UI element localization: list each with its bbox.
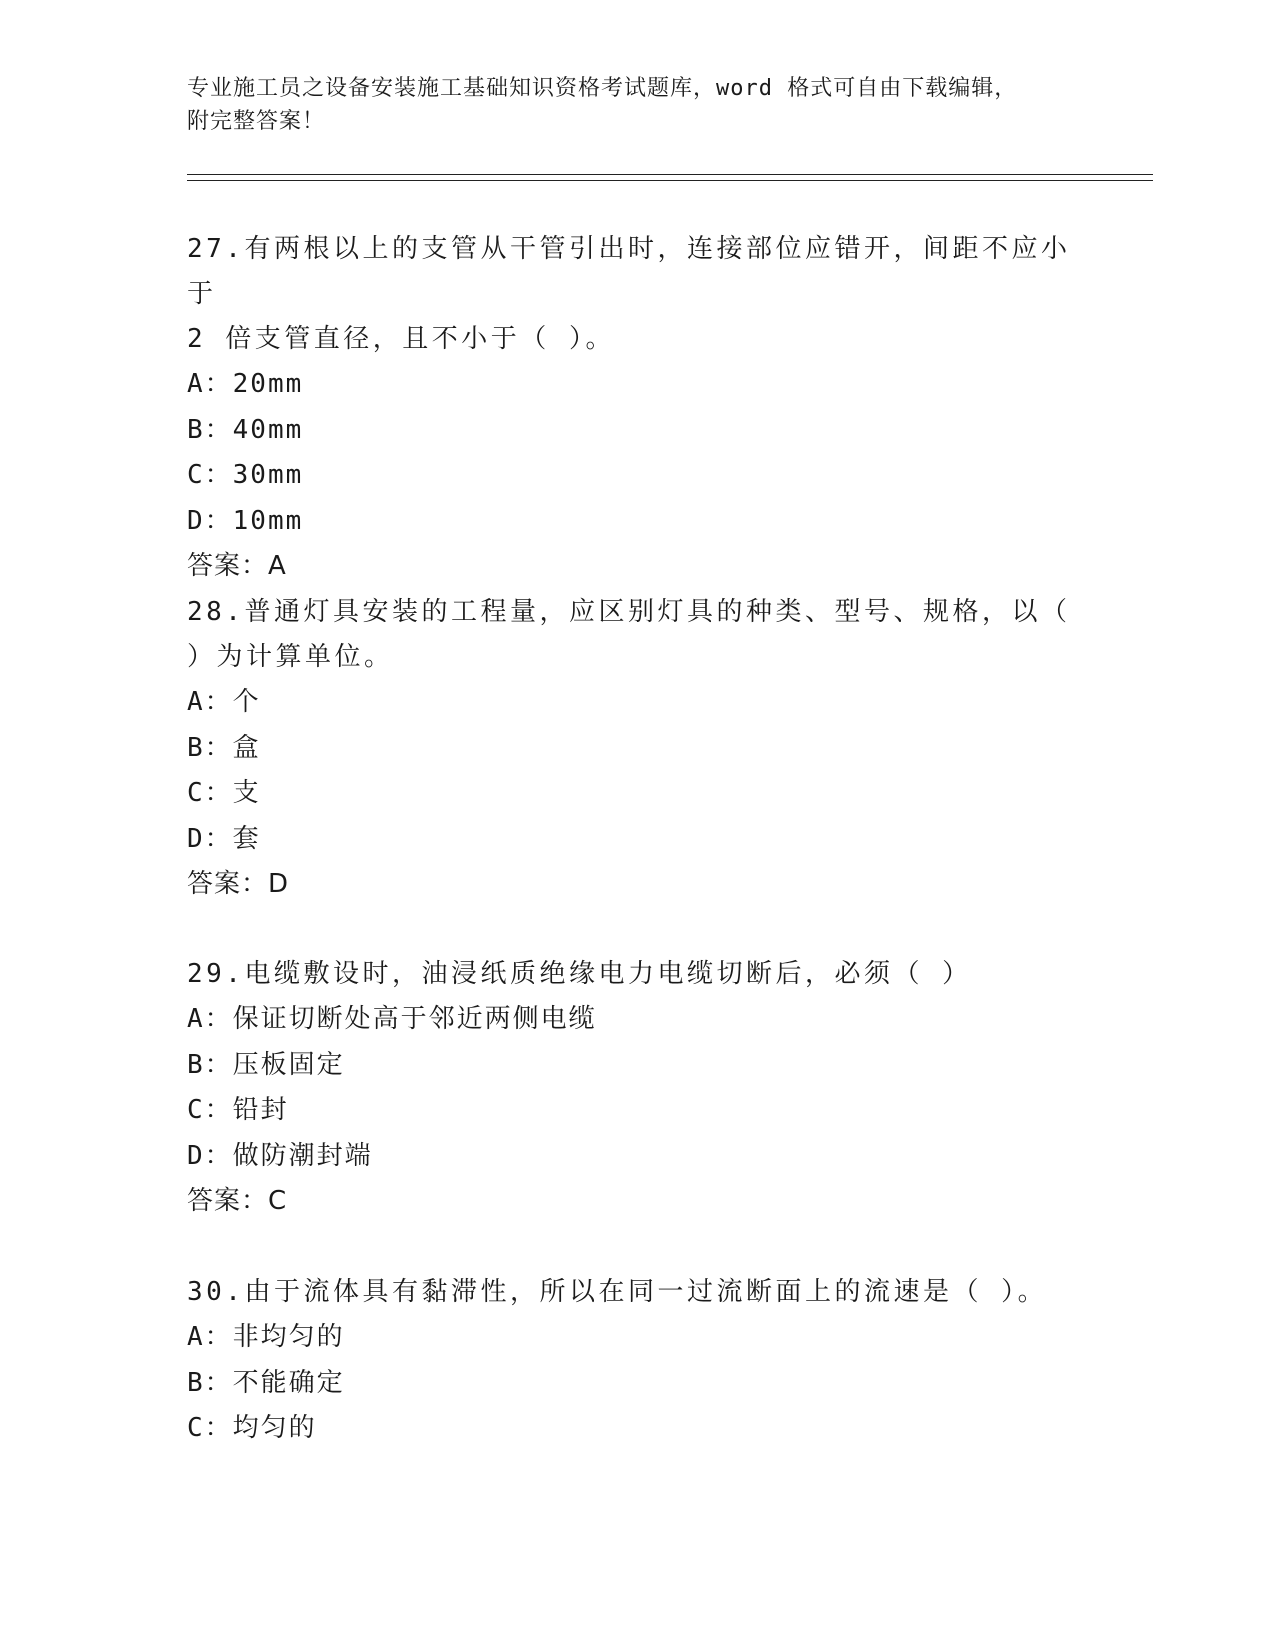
option-a: A：保证切断处高于邻近两侧电缆 [187,1004,597,1034]
option-d: D：做防潮封端 [187,1140,373,1171]
answer-line: 答案：A [187,551,287,581]
option-a: A：20mm [187,369,304,399]
header-line-1: 专业施工员之设备安装施工基础知识资格考试题库，word 格式可自由下载编辑， [187,76,1018,101]
question-stem-line: 29.电缆敷设时，油浸纸质绝缘电力电缆切断后，必须（ ） [187,959,972,989]
question-stem-line: ）为计算单位。 [187,642,394,672]
question-27 [187,227,1087,590]
option-b: B：盒 [187,732,261,763]
question-30 [187,1270,1087,1452]
option-d: D：套 [187,823,261,854]
option-b: B：压板固定 [187,1049,345,1080]
option-d: D：10mm [187,505,304,536]
question-stem-line: 30.由于流体具有黏滞性，所以在同一过流断面上的流速是（ ）。 [187,1277,1048,1307]
option-a: A：非均匀的 [187,1322,345,1352]
option-a: A：个 [187,687,261,717]
option-c: C：均匀的 [187,1413,317,1443]
question-29 [187,952,1087,1225]
option-c: C：30mm [187,460,304,490]
document-header [187,72,1067,138]
question-stem-line: 27.有两根以上的支管从干管引出时，连接部位应错开，间距不应小于 [187,234,1071,309]
header-divider-top [187,174,1153,175]
option-b: B：不能确定 [187,1367,345,1398]
option-b: B：40mm [187,414,304,445]
option-c: C：支 [187,778,261,808]
header-divider-bottom [187,180,1153,181]
header-line-2: 附完整答案！ [187,109,326,134]
answer-line: 答案：C [187,1186,288,1216]
question-stem-line: 28.普通灯具安装的工程量，应区别灯具的种类、型号、规格，以（ [187,597,1071,627]
question-28 [187,590,1087,908]
question-stem-line: 2 倍支管直径，且不小于（ ）。 [187,324,615,354]
answer-line: 答案：D [187,869,290,899]
option-c: C：铅封 [187,1095,289,1125]
